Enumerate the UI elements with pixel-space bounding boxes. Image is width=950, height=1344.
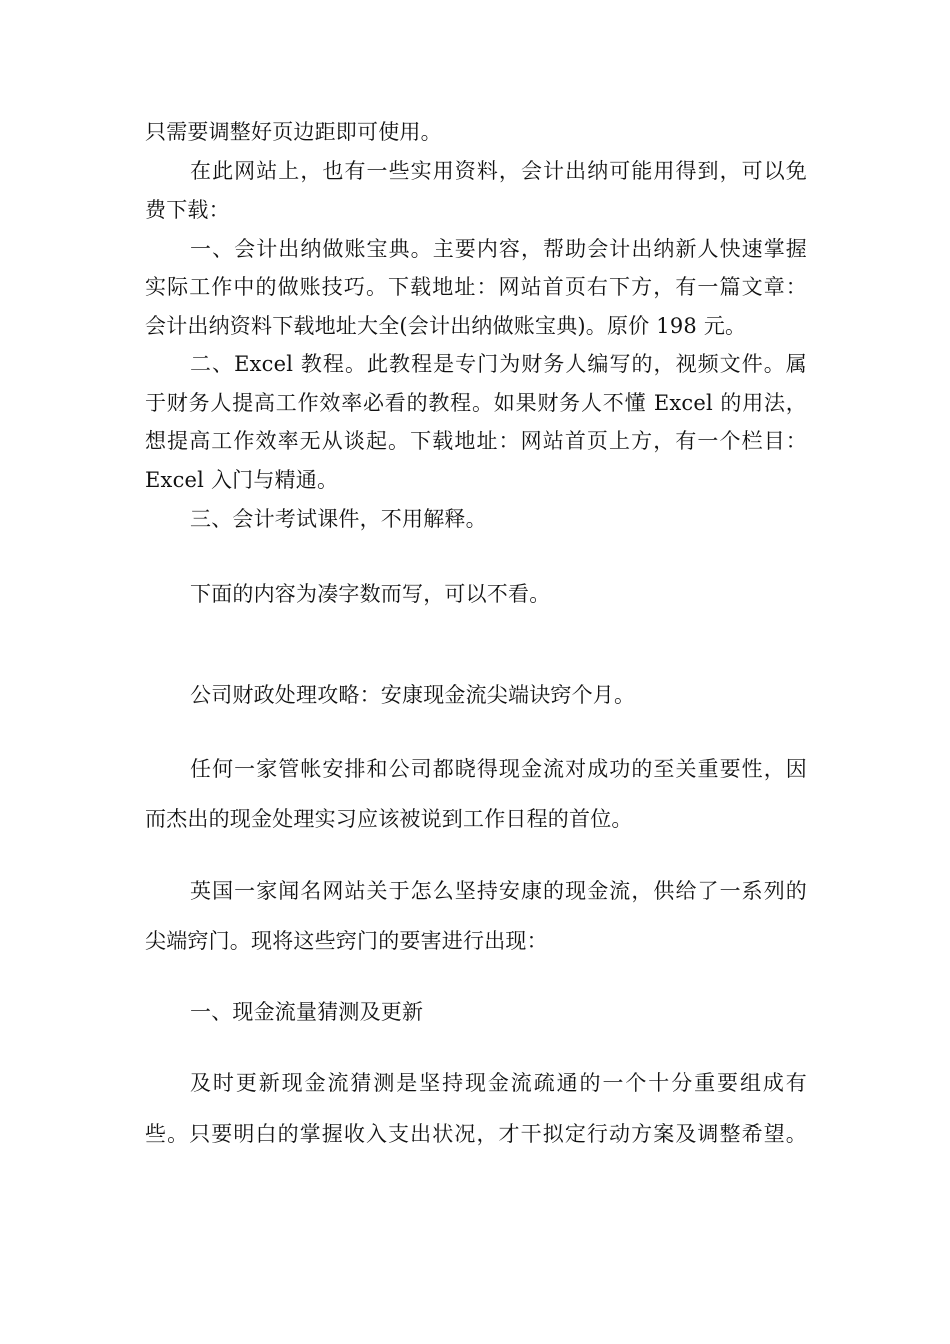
- text-line: 费下载：: [145, 198, 230, 222]
- text-line: 三、会计考试课件，不用解释。: [190, 507, 487, 531]
- text-line: 实际工作中的做账技巧。下载地址：网站首页右下方，有一篇文章：: [145, 275, 807, 299]
- section-heading: 一、现金流量猜测及更新: [190, 1000, 424, 1024]
- text-line: 会计出纳资料下载地址大全(会计出纳做账宝典)。原价 198 元。: [145, 314, 747, 338]
- text-line: 尖端窍门。现将这些窍门的要害进行出现：: [145, 929, 548, 953]
- text-line: 想提高工作效率无从谈起。下载地址：网站首页上方，有一个栏目：: [145, 429, 807, 453]
- text-line: 任何一家管帐安排和公司都晓得现金流对成功的至关重要性，因: [190, 757, 807, 781]
- text-line: 下面的内容为凑字数而写，可以不看。: [190, 582, 551, 606]
- text-line: 于财务人提高工作效率必看的教程。如果财务人不懂 Excel 的用法，: [145, 391, 807, 415]
- text-line: 些。只要明白的掌握收入支出状况，才干拟定行动方案及调整希望。: [145, 1122, 807, 1146]
- text-line: 及时更新现金流猜测是坚持现金流疏通的一个十分重要组成有: [190, 1071, 807, 1095]
- text-line: 而杰出的现金处理实习应该被说到工作日程的首位。: [145, 807, 633, 831]
- text-line: 只需要调整好页边距即可使用。: [145, 120, 442, 144]
- text-line: 一、会计出纳做账宝典。主要内容，帮助会计出纳新人快速掌握: [190, 237, 807, 261]
- text-line: Excel 入门与精通。: [145, 468, 339, 492]
- text-line: 英国一家闻名网站关于怎么坚持安康的现金流，供给了一系列的: [190, 879, 807, 903]
- section-title: 公司财政处理攻略：安康现金流尖端诀窍个月。: [190, 683, 636, 707]
- text-line: 在此网站上，也有一些实用资料，会计出纳可能用得到，可以免: [190, 159, 807, 183]
- text-line: 二、Excel 教程。此教程是专门为财务人编写的，视频文件。属: [190, 352, 807, 376]
